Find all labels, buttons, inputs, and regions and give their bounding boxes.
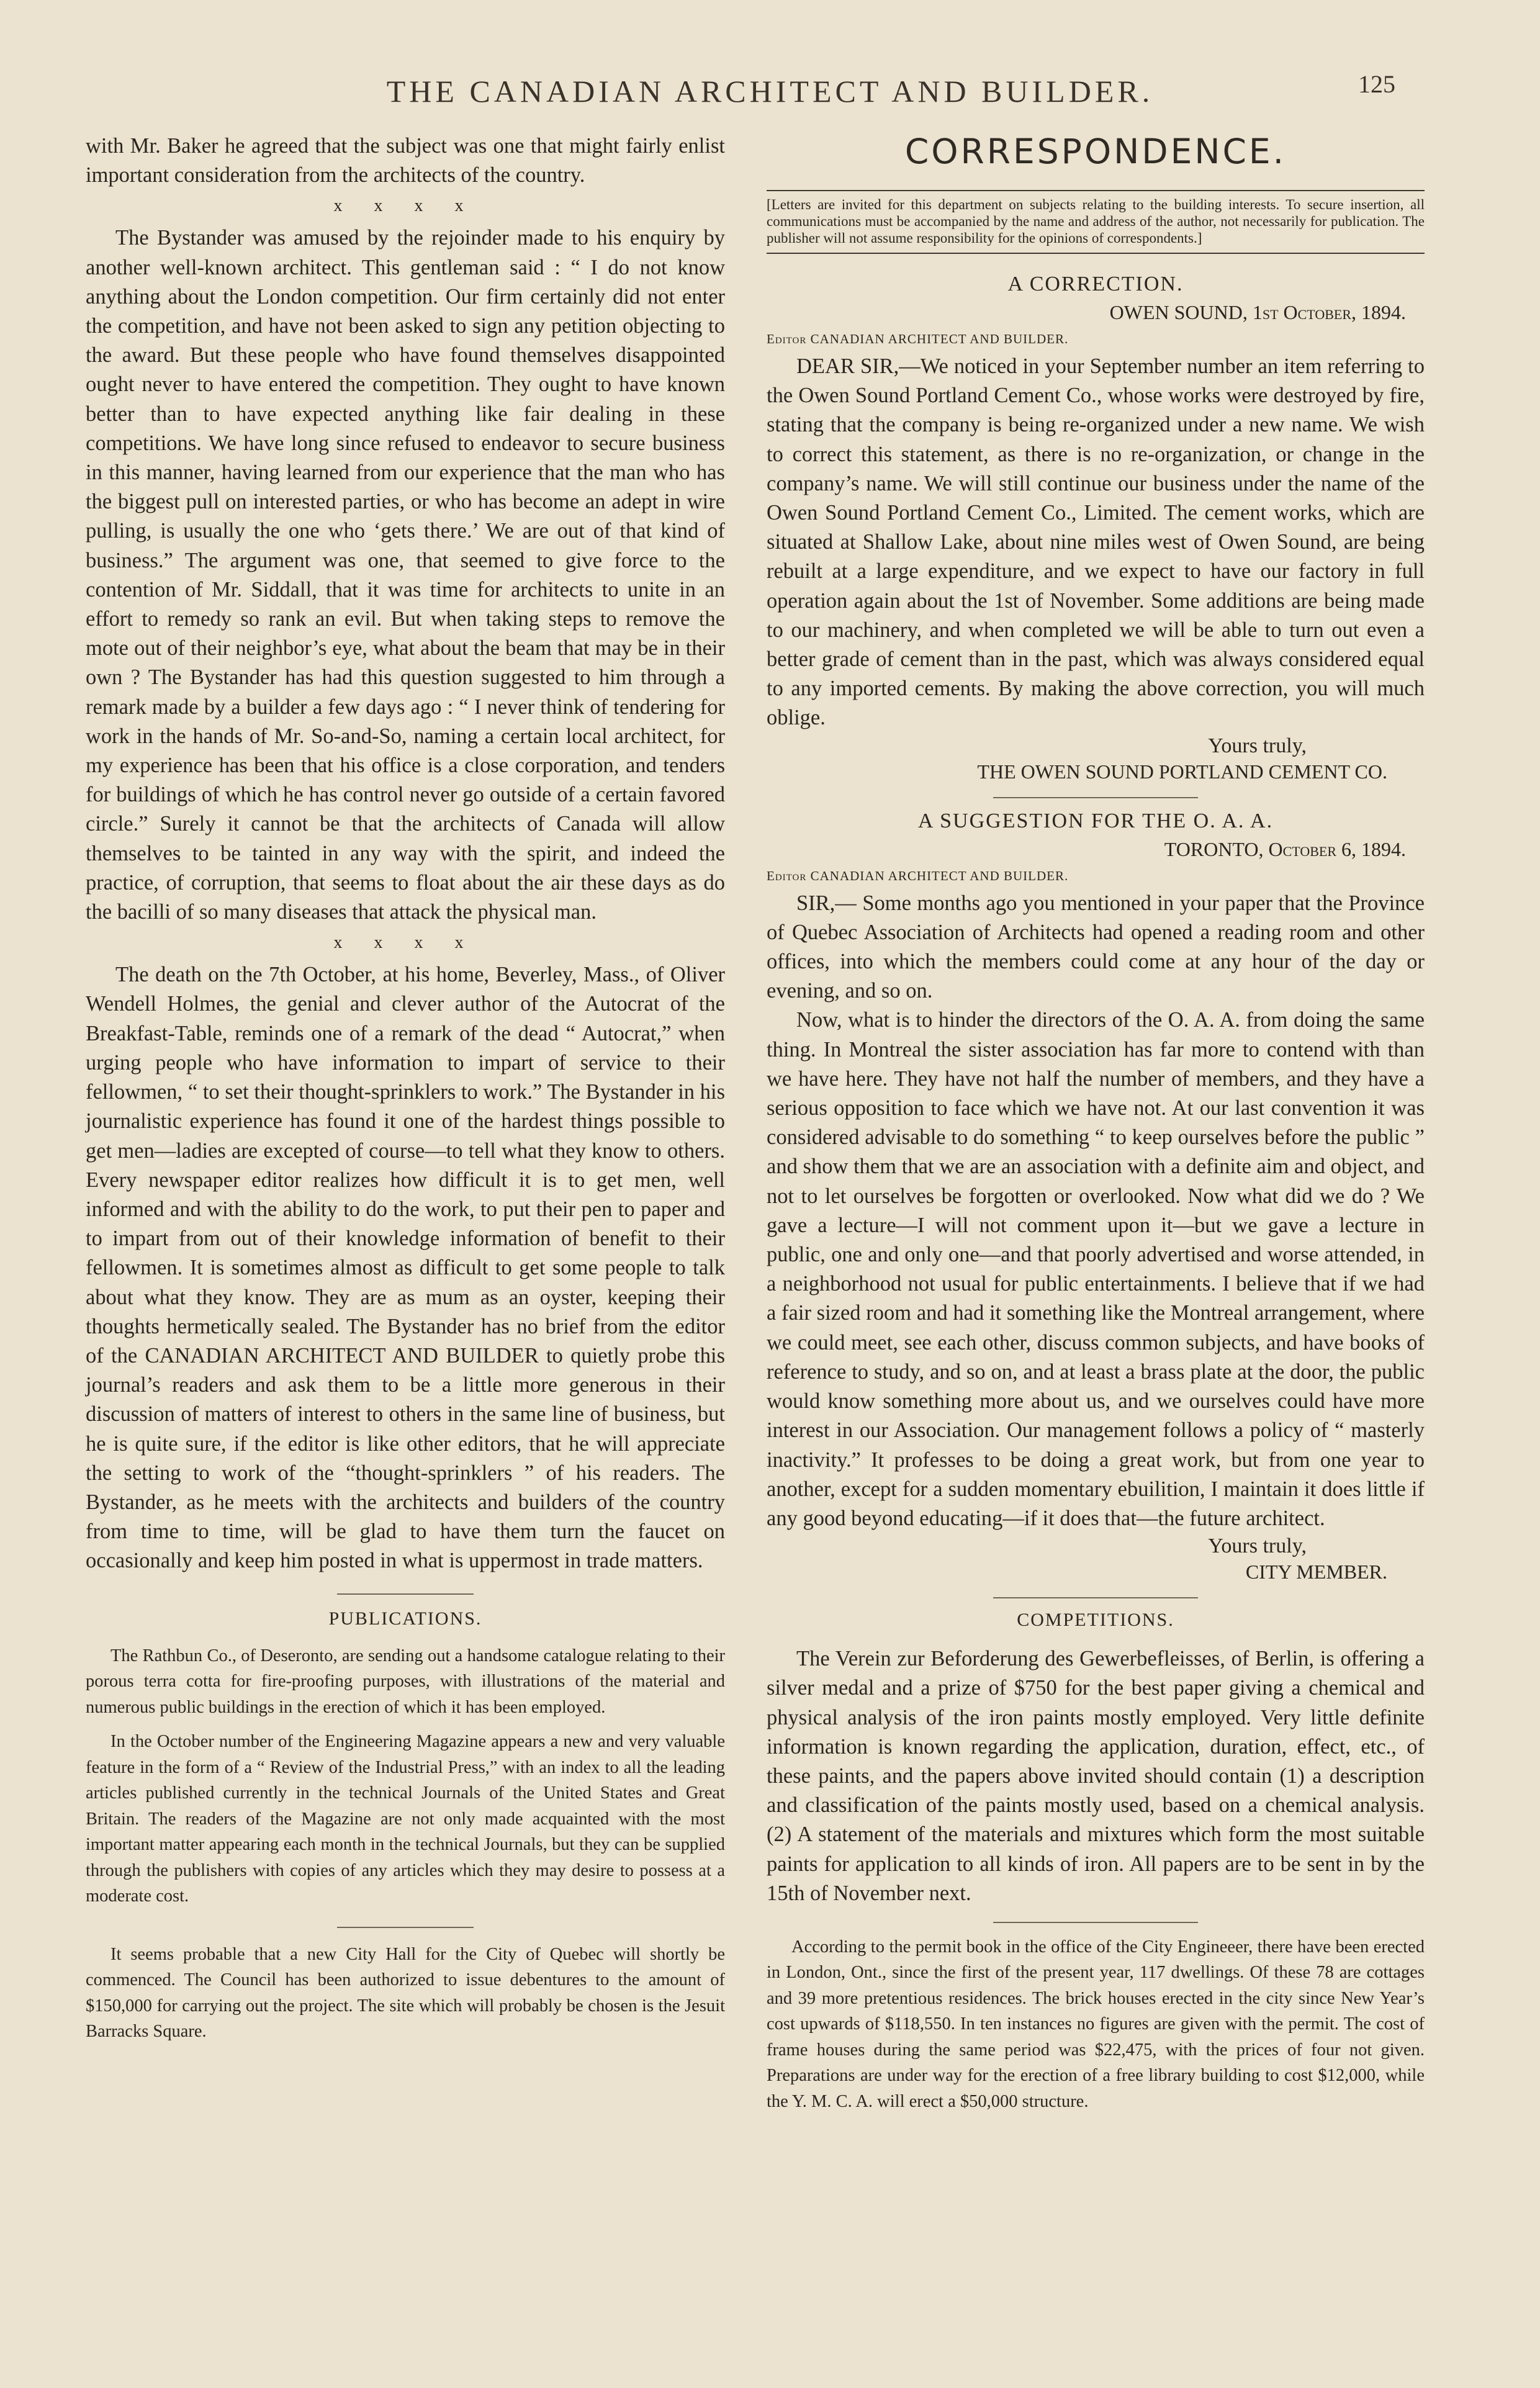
divider bbox=[337, 1927, 474, 1928]
competitions-heading: COMPETITIONS. bbox=[1017, 1610, 1174, 1631]
publication-item-quebec-city-hall: It seems probable that a new City Hall for the City of Quebec will shortly be commenced. The Council has been authorized to issue debentures to the amount of $150,000 for carrying out the project. The site which will probably be chosen is the Jesuit Barracks Square. bbox=[86, 1944, 725, 2042]
masthead: THE CANADIAN ARCHITECT AND BUILDER. bbox=[386, 74, 1154, 109]
left-column bbox=[86, 132, 725, 2045]
section-separator-stars: x x x x bbox=[333, 196, 477, 216]
letter-title-correction: A CORRECTION. bbox=[1007, 273, 1184, 295]
divider bbox=[993, 1922, 1198, 1923]
permit-paragraph: According to the permit book in the office of the City Engineeer, there have been erected in London, Ont., since the first of the present year, 117 dwellings. Of these 78 are cottages and 39 more pretentious residences. The brick houses erected in the city since New Year’s cost upwards of $118,550. In ten instances no figures are given with the permit. The cost of frame houses during the same period was $22,475, with the prices of four not given. Preparations are under way for the erection of a free library building to cost $12,000, while the Y. M. C. A. will erect a $50,000 structure. bbox=[767, 1937, 1425, 2111]
letter-body-correction: DEAR SIR,—We noticed in your September number an item referring to the Owen Sound Portland Cement Co., whose works were destroyed by fire, stating that the company is being re-organized under a new name. We wish to correct this statement, as there is no re-organization, or change in the company’s name. We will still continue our business under the name of the Owen Sound Portland Cement Co., Limited. The cement works, which are situated at Shallow Lake, about nine miles west of Owen Sound, are being rebuilt at a large expenditure, and we expect to have our factory in full operation again about the 1st of November. Some additions are being made to our machinery, and when completed we will be able to turn out even a better grade of cement than in the past, which was always considered equal to any imported cements. By making the above correction, you will much oblige. bbox=[767, 354, 1425, 730]
letter-salutation-editor: Editor CANADIAN ARCHITECT AND BUILDER. bbox=[767, 868, 1069, 883]
divider bbox=[993, 797, 1198, 798]
divider bbox=[993, 1597, 1198, 1598]
letter-dateline: OWEN SOUND, 1st October, 1894. bbox=[1109, 301, 1406, 323]
letter-body-suggestion-2: Now, what is to hinder the directors of the O. A. A. from doing the same thing. In Montreal the sister association has far more to contend with than we have here. They have not half the number of members, and they have a serious opposition to face which we have not. At our last convention it was considered advisable to do something “ to keep ourselves before the public ” and show them that we are an association with a definite aim and object, and not to let ourselves be forgotten or overlooked. Now what did we do ? We gave a lecture—I will not comment upon it—but we gave a lecture in public, one and only one—and that poorly advertised and worse attended, in a neighborhood not usual for public entertainments. I believe that if we had a fair sized room and had it something like the Montreal arrangement, where we could meet, see each other, discuss common subjects, and have books of reference to study, and so on, and at least a brass plate at the door, the public would know something more about us, and we ourselves could have more interest in our Association. Our management follows a policy of “ masterly inactivity.” It professes to be doing a great work, but from one year to another, except for a sudden momentary ebuilition, I maintain it does little if any good beyond educating—if it does that—the future architect. bbox=[767, 1008, 1425, 1530]
competitions-body: The Verein zur Beforderung des Gewerbefleisses, of Berlin, is offering a silver medal and a prize of $750 for the best paper giving a chemical and physical analysis of the iron paints mostly employed. Very little definite information is known regarding the application, duration, effect, etc., of these paints, and the papers above invited should contain (1) a description and classification of the paints mostly used, based on a chemical analysis. (2) A statement of the materials and mixtures which form the most suitable paints for application to all kinds of iron. All papers are to be sent in by the 15th of November next. bbox=[767, 1647, 1425, 1905]
letter-dateline: TORONTO, October 6, 1894. bbox=[1164, 837, 1406, 860]
letter-salutation-editor: Editor CANADIAN ARCHITECT AND BUILDER. bbox=[767, 331, 1069, 346]
letter-signature: THE OWEN SOUND PORTLAND CEMENT CO. bbox=[977, 760, 1387, 783]
section-separator-stars: x x x x bbox=[333, 933, 477, 953]
letter-title-suggestion: A SUGGESTION FOR THE O. A. A. bbox=[917, 809, 1274, 832]
right-column bbox=[767, 132, 1425, 2114]
bystander-paragraph-1: with Mr. Baker he agreed that the subject was one that might fairly enlist important consideration from the architects of the country. bbox=[86, 134, 725, 187]
letter-body-suggestion-1: SIR,— Some months ago you mentioned in your paper that the Province of Quebec Association of Architects had opened a reading room and other offices, into which the members could come at any hour of the day or evening, and so on. bbox=[767, 891, 1425, 1003]
bystander-paragraph-2: The Bystander was amused by the rejoinder made to his enquiry by another well-known architect. This gentleman said : “ I do not know anything about the London competition. Our firm certainly did not enter the competition, and have not been asked to sign any petition objecting to the award. But these people who have found themselves disappointed ought never to have entered the competition. They ought to have known better than to have expected anything like fair dealing in these competitions. We have long since refused to endeavor to secure business in this manner, having learned from our experience that the man who has the biggest pull on interested parties, or who has become an adept in wire pulling, is usually the one who ‘gets there.’ We are out of that kind of business.” The argument was one, that seemed to give force to the contention of Mr. Siddall, that it was time for architects to unite in an effort to remedy so rank an evil. But when taking steps to remove the mote out of their neighbor’s eye, what about the beam that may be in their own ? The Bystander has had this question suggested to him through a remark made by a builder a few days ago : “ I never think of tendering for work in the hands of Mr. So-and-So, naming a certain local architect, for my experience has been that his office is a close corporation, and tenders for buildings of which he has control never go outside of a certain favored circle.” Surely it cannot be that the architects of Canada will allow themselves to be tainted in any way with the spirit, and indeed the practice, of corruption, that seems to float about the air these days as do the bacilli of so many diseases that attack the physical man. bbox=[86, 226, 725, 924]
bystander-paragraph-3: The death on the 7th October, at his home, Beverley, Mass., of Oliver Wendell Holmes, the genial and clever author of the Autocrat of the Breakfast-Table, reminds one of a remark of the dead “ Autocrat,” when urging people who have information to impart of service to their fellowmen, “ to set their thought-sprinklers to work.” The Bystander in his journalistic experience has found it one of the hardest things possible to get men—ladies are excepted of course—to tell what they know to others. Every newspaper editor realizes how difficult it is to get men, well informed and with the ability to do the work, to put their pen to paper and to impart from out of their knowledge information of benefit to their fellowmen. It is sometimes almost as difficult to get some people to talk about what they know. They are as mum as an oyster, keeping their thoughts hermetically sealed. The Bystander has no brief from the editor of the CANADIAN ARCHITECT AND BUILDER to quietly probe this journal’s readers and ask them to be a little more generous in their discussion of matters of interest to others in the same line of business, but he is quite sure, if the editor is like other editors, that he will appreciate the setting to work of the “thought-sprinklers ” of his readers. The Bystander, as he meets with the architects and builders of the country from time to time, will be glad to have them turn the faucet on occasionally and keep him posted in what is uppermost in trade matters. bbox=[86, 963, 725, 1573]
letter-signature: CITY MEMBER. bbox=[1245, 1561, 1387, 1584]
correspondence-heading: CORRESPONDENCE. bbox=[904, 132, 1287, 171]
publications-heading: PUBLICATIONS. bbox=[328, 1608, 482, 1629]
publication-item-engineering-magazine: In the October number of the Engineering Magazine appears a new and very valuable feature in the form of a “ Review of the Industrial Press,” with an index to all the leading articles published currently in the technical Journals of the United States and Great Britain. The readers of the Magazine are not only made acquainted with the most important matter appearing each month in the technical Journals, but they can be supplied through the publishers with copies of any articles which they may desire to possess at a moderate cost. bbox=[86, 1732, 725, 1906]
publication-item-rathbun: The Rathbun Co., of Deseronto, are sending out a handsome catalogue relating to their porous terra cotta for fire-proofing purposes, with illustrations of the material and numerous public buildings in the erection of which it has been employed. bbox=[86, 1646, 725, 1717]
letter-closing: Yours truly, bbox=[1208, 1534, 1307, 1558]
page-number: 125 bbox=[1358, 70, 1395, 98]
divider bbox=[337, 1593, 474, 1595]
letter-closing: Yours truly, bbox=[1208, 734, 1307, 757]
correspondence-notice: [Letters are invited for this department on subjects relating to the building interests. To secure insertion, all communications must be accompanied by the name and address of the author, not necessarily for publication. The publisher will not assume responsibility for the opinions of correspondents.] bbox=[767, 190, 1425, 254]
